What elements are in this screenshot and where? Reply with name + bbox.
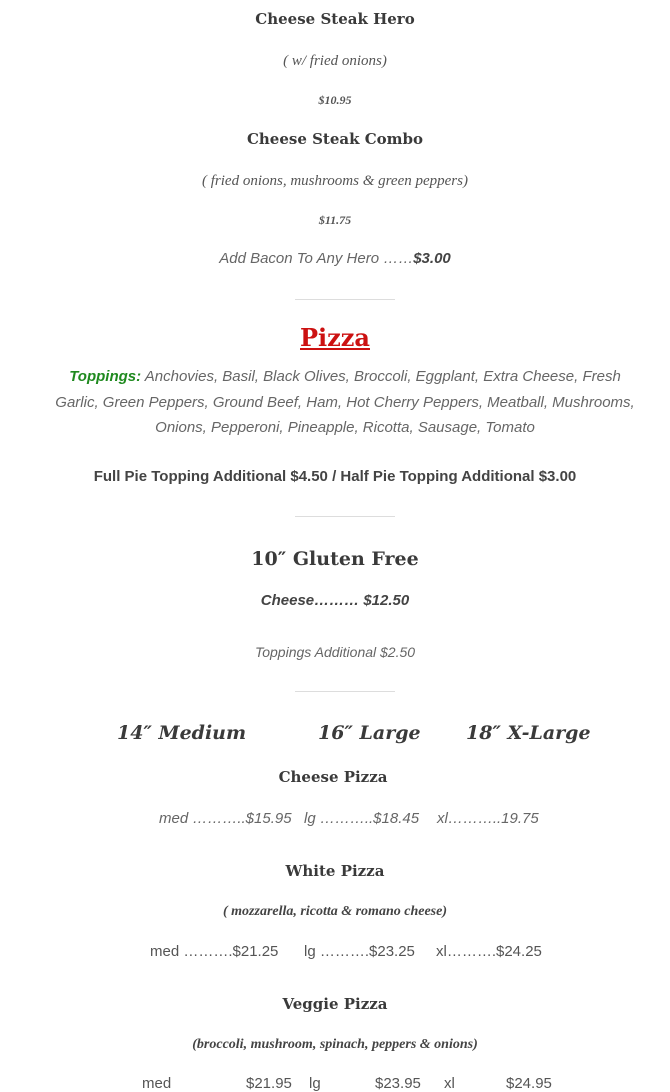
size-header-medium: 14″ Medium — [117, 722, 247, 744]
price-medium: med ………..$15.95 — [159, 810, 292, 827]
price-large: lg ………..$18.45 — [304, 810, 420, 827]
add-bacon-text: Add Bacon To Any Hero …… — [219, 250, 414, 267]
price-xlarge: xl……….$24.25 — [436, 943, 542, 960]
item-name: Cheese Steak Hero — [255, 10, 415, 28]
price-large-label: lg — [309, 1075, 321, 1092]
price-medium: $21.95 — [246, 1075, 292, 1092]
item-description: ( fried onions, mushrooms & green peppers) — [202, 173, 468, 189]
divider — [295, 516, 395, 517]
toppings-list: Anchovies, Basil, Black Olives, Broccoli, Eggplant, Extra Cheese, Fresh Garlic, Green Peppers, Ground Beef, Ham, Hot Cherry Peppers, Meatball, Mushrooms, Onions, Pepperoni, Pineapple, Ricotta, Sausage, Tomato — [55, 368, 635, 436]
item-name: Veggie Pizza — [282, 995, 388, 1013]
add-bacon-price: $3.00 — [413, 250, 451, 267]
price-medium: med ……….$21.25 — [150, 943, 279, 960]
gluten-free-toppings: Toppings Additional $2.50 — [254, 644, 416, 660]
item-price: $10.95 — [318, 93, 352, 107]
item-description: ( mozzarella, ricotta & romano cheese) — [223, 904, 447, 919]
gluten-free-title: 10″ Gluten Free — [251, 548, 419, 570]
item-name: Cheese Pizza — [278, 768, 388, 786]
item-description: ( w/ fried onions) — [283, 53, 387, 69]
size-header-large: 16″ Large — [318, 722, 421, 744]
item-description: (broccoli, mushroom, spinach, peppers & onions) — [192, 1037, 478, 1052]
item-name: Cheese Steak Combo — [246, 130, 424, 148]
item-name: White Pizza — [285, 862, 385, 880]
size-header-xlarge: 18″ X-Large — [466, 722, 591, 744]
price-large: lg ……….$23.25 — [304, 943, 415, 960]
add-bacon-line — [0, 250, 670, 267]
toppings-label: Toppings: — [69, 368, 142, 385]
price-medium-label: med — [142, 1075, 172, 1092]
topping-price-note: Full Pie Topping Additional $4.50 / Half Pie Topping Additional $3.00 — [93, 468, 577, 485]
price-xlarge-label: xl — [444, 1075, 455, 1092]
divider — [295, 691, 395, 692]
gluten-free-cheese: Cheese……… $12.50 — [260, 592, 410, 609]
price-large: $23.95 — [375, 1075, 421, 1092]
toppings-paragraph — [50, 364, 640, 441]
item-price: $11.75 — [318, 213, 352, 227]
pizza-heading-wrap — [0, 323, 670, 352]
section-title-pizza: Pizza — [300, 323, 370, 352]
price-xlarge: $24.95 — [506, 1075, 552, 1092]
divider — [295, 299, 395, 300]
price-xlarge: xl………..19.75 — [437, 810, 539, 827]
